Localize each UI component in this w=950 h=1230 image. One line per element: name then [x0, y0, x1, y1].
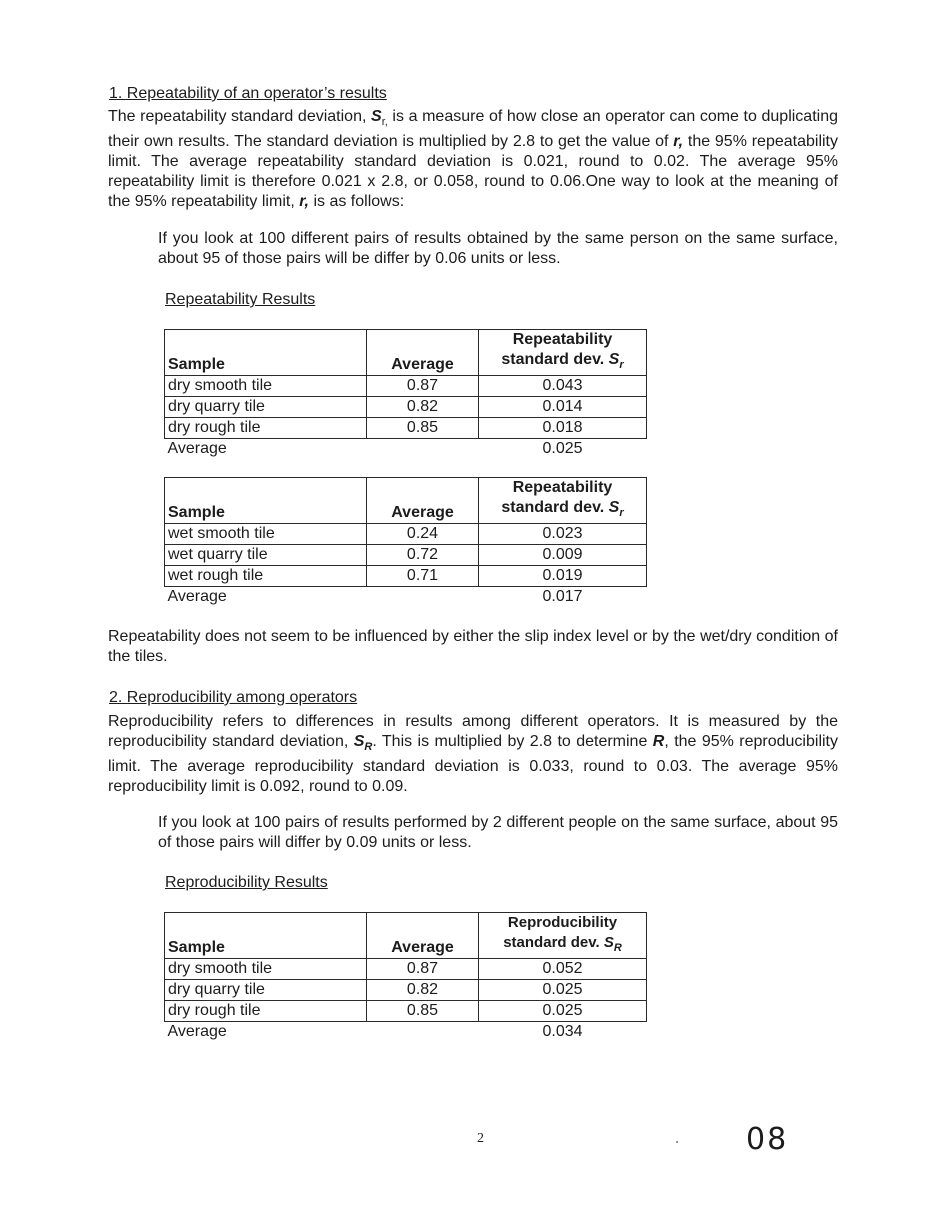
reproducibility-table-title: Reproducibility Results — [165, 874, 328, 891]
header-sd-line1: Reproducibility — [507, 914, 618, 931]
header-average: Average — [367, 330, 479, 376]
cell-sd: 0.025 — [479, 1001, 647, 1022]
table-row — [165, 566, 647, 587]
section1-example-text: If you look at 100 different pairs of results obtained by the same person on the same surface, about 95 of those pairs will be differ by 0.06 units or less. — [158, 230, 838, 267]
table-average-row — [165, 587, 647, 608]
header-sample: Sample — [165, 330, 367, 376]
cell-average: 0.24 — [367, 524, 479, 545]
table-header-row — [165, 913, 647, 959]
table-row — [165, 524, 647, 545]
cell-average: 0.85 — [367, 418, 479, 439]
table-average-row — [165, 439, 647, 460]
average-label: Average — [167, 440, 227, 458]
text-run: R — [652, 733, 665, 750]
section2-example-text: If you look at 100 pairs of results performed by 2 different people on the same surface, about 95 of those pairs will differ by 0.09 units or less. — [158, 814, 838, 851]
section1-paragraph — [108, 107, 838, 212]
table-row — [165, 397, 647, 418]
cell-sd: 0.014 — [479, 397, 647, 418]
cell-sd: 0.043 — [479, 376, 647, 397]
average-value: 0.017 — [542, 588, 583, 606]
page-number: 2 — [477, 1131, 484, 1146]
text-run: The repeatability standard deviation, — [108, 108, 372, 125]
text-run: R — [364, 741, 373, 754]
text-run: r, — [673, 133, 684, 151]
cell-average: 0.87 — [367, 959, 479, 980]
cell-average: 0.71 — [367, 566, 479, 587]
text-run: is a measure of how close an operator can come to duplicating their own results. The standard deviation is multiplied by 2.8 to get the value of — [108, 108, 838, 151]
cell-sample: wet quarry tile — [165, 545, 367, 566]
cell-sample: dry quarry tile — [165, 397, 367, 418]
header-sd-line2: standard dev. — [503, 934, 604, 951]
text-run: is as follows: — [309, 193, 405, 211]
header-sd-subscript: r — [619, 507, 624, 520]
average-label: Average — [167, 1023, 227, 1040]
header-sd-line2: standard dev. — [501, 351, 609, 368]
section1-conclusion: Repeatability does not seem to be influenced by either the slip index level or by the wet/dry condition of the tiles. — [108, 628, 838, 665]
text-run: Reproducibility refers to differences in results among different operators. It is measured by the reproducibility standard deviation, — [108, 713, 838, 750]
scan-speck — [676, 1141, 678, 1143]
cell-average: 0.82 — [367, 397, 479, 418]
text-run: r, — [381, 116, 388, 129]
repeatability-table-title: Repeatability Results — [165, 291, 316, 308]
table-row — [165, 980, 647, 1001]
cell-sample: dry quarry tile — [165, 980, 367, 1001]
header-sd-symbol: S — [608, 499, 620, 516]
table-header-row — [165, 330, 647, 376]
table-row — [165, 1001, 647, 1022]
section2-paragraph — [108, 712, 838, 797]
header-sd-line2: standard dev. — [501, 499, 609, 516]
header-sd-symbol: S — [608, 351, 620, 368]
cell-sample: dry smooth tile — [165, 959, 367, 980]
header-sample: Sample — [165, 913, 367, 959]
cell-sd: 0.019 — [479, 566, 647, 587]
section1-heading: 1. Repeatability of an operator’s results — [109, 85, 387, 102]
text-run: S — [371, 108, 382, 125]
average-value: 0.034 — [542, 1023, 583, 1040]
table-row — [165, 376, 647, 397]
table-row — [165, 418, 647, 439]
text-run: S — [353, 733, 365, 750]
header-sd — [479, 913, 647, 959]
repeatability-wet-table — [164, 477, 647, 607]
cell-sample: dry smooth tile — [165, 376, 367, 397]
cell-average: 0.85 — [367, 1001, 479, 1022]
cell-average: 0.72 — [367, 545, 479, 566]
average-label: Average — [167, 588, 227, 606]
header-sd-subscript: R — [613, 942, 622, 954]
table-row — [165, 545, 647, 566]
header-sd — [479, 330, 647, 376]
text-run: , the 95% reproducibility limit. The average reproducibility standard deviation is 0.033, round to 0.03. The average 95% reproducibility limit is 0.092, round to 0.09. — [108, 733, 838, 796]
cell-sd: 0.052 — [479, 959, 647, 980]
header-sd-symbol: S — [603, 934, 614, 951]
repeatability-dry-table — [164, 329, 647, 459]
cell-sample: wet smooth tile — [165, 524, 367, 545]
header-sd-line1: Repeatability — [512, 331, 613, 348]
table-row — [165, 959, 647, 980]
cell-sd: 0.018 — [479, 418, 647, 439]
cell-average: 0.87 — [367, 376, 479, 397]
cell-sd: 0.023 — [479, 524, 647, 545]
cell-sample: dry rough tile — [165, 418, 367, 439]
section2-heading: 2. Reproducibility among operators — [109, 689, 358, 706]
header-average: Average — [367, 913, 479, 959]
cell-sample: wet rough tile — [165, 566, 367, 587]
header-sd-line1: Repeatability — [512, 479, 613, 496]
reproducibility-table — [164, 912, 647, 1042]
text-run: the 95% repeatability limit. The average repeatability standard deviation is 0.021, round to 0.02. The average 95% repeatability limit is therefore 0.021 x 2.8, or 0.058, round to 0.06.One way to look at the meaning of the 95% repeatability limit, — [108, 133, 839, 211]
cell-sd: 0.009 — [479, 545, 647, 566]
header-sd — [479, 478, 647, 524]
text-run: r, — [299, 193, 309, 211]
cell-sd: 0.025 — [479, 980, 647, 1001]
text-run: . This is multiplied by 2.8 to determine — [372, 733, 653, 750]
header-sample: Sample — [165, 478, 367, 524]
header-sd-subscript: r — [619, 359, 624, 372]
table-average-row — [165, 1022, 647, 1043]
average-value: 0.025 — [542, 440, 583, 458]
header-average: Average — [367, 478, 479, 524]
cell-average: 0.82 — [367, 980, 479, 1001]
handwritten-page-stamp: 08 — [746, 1122, 789, 1157]
table-header-row — [165, 478, 647, 524]
cell-sample: dry rough tile — [165, 1001, 367, 1022]
